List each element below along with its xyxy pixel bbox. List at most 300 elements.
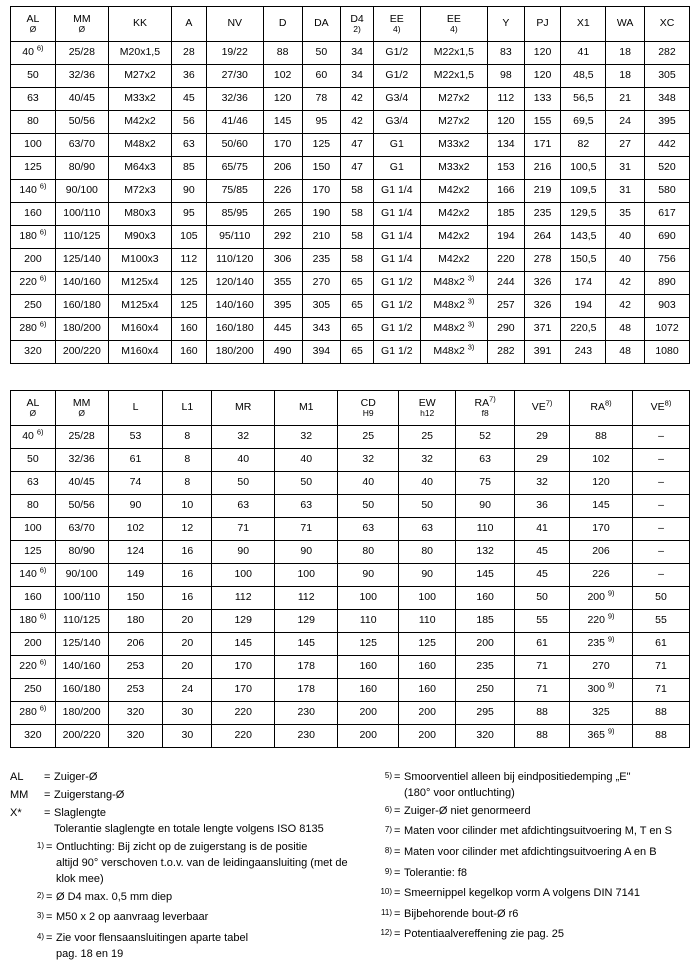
table-cell: 32 [515,472,570,495]
table-cell: 112 [488,88,525,111]
table-cell: 75 [456,472,515,495]
table-cell: 42 [606,272,645,295]
table-cell: 16 [163,541,212,564]
table-cell: 61 [515,633,570,656]
table-cell: 71 [275,518,338,541]
table-cell: 125/140 [55,249,108,272]
table-cell: – [633,426,690,449]
table-cell: 155 [524,111,561,134]
table-cell: M22x1,5 [420,42,487,65]
table-cell: 110/125 [55,610,108,633]
table-cell: 112 [212,587,275,610]
table-cell: 75/85 [206,180,263,203]
table-cell: 174 [561,272,606,295]
table-cell: 145 [275,633,338,656]
table-cell: 30 [163,725,212,748]
table-cell: G1 1/4 [373,226,420,249]
table-cell: – [633,564,690,587]
table-cell: 490 [263,341,302,364]
table-cell: 244 [488,272,525,295]
column-header [644,7,689,42]
table-cell: 58 [341,249,374,272]
table-cell: 102 [569,449,632,472]
table-cell: 50 [633,587,690,610]
table-cell: 125 [399,633,456,656]
cylinder-dimensions-table-1 [10,6,690,364]
table-cell: 58 [341,180,374,203]
table-cell: 63 [399,518,456,541]
table-cell: 120 [569,472,632,495]
table-cell: 1080 [644,341,689,364]
table-cell: M72x3 [108,180,171,203]
column-header [108,7,171,42]
footnote-key: 11) [381,907,392,917]
table-cell: 150 [108,587,163,610]
table-2-body [11,426,690,748]
table-cell: 100 [399,587,456,610]
table-cell: 40 [212,449,275,472]
column-header [341,7,374,42]
table-cell: 253 [108,656,163,679]
column-header [172,7,207,42]
table-row [11,679,690,702]
column-header-label: RA$^{8)}$ [590,398,612,414]
table-cell: 47 [341,134,374,157]
footnote-main-text: Zuiger-Ø [54,771,98,783]
table-cell: 219 [524,180,561,203]
table-cell: 320 [456,725,515,748]
table-cell: 280 $^{6)}$ [11,318,56,341]
table-cell: 125 [302,134,341,157]
table-cell: 82 [561,134,606,157]
table-cell: G1 1/2 [373,295,420,318]
table-cell: 40/45 [55,88,108,111]
table-row [11,702,690,725]
table-cell: 100 [11,134,56,157]
table-cell: G1 [373,157,420,180]
table-cell: M20x1,5 [108,42,171,65]
table-cell: 395 [644,111,689,134]
column-header [108,391,163,426]
table-cell: 50 [302,42,341,65]
table-cell: 80 [11,111,56,134]
footnote-item [10,890,350,909]
table-row [11,226,690,249]
table-cell: 200 [399,702,456,725]
table-row [11,610,690,633]
table-cell: 890 [644,272,689,295]
table-row [11,134,690,157]
table-cell: G1 1/2 [373,341,420,364]
table-cell: 112 [172,249,207,272]
table-cell: 56 [172,111,207,134]
table-cell: 371 [524,318,561,341]
table-cell: 12 [163,518,212,541]
table-cell: 16 [163,564,212,587]
table-cell: 18 [606,65,645,88]
table-row [11,564,690,587]
table-cell: 56,5 [561,88,606,111]
footnote-item [358,927,690,946]
table-cell: 32/36 [55,449,108,472]
footnote-item [358,770,690,802]
table-cell: – [633,449,690,472]
table-cell: 34 [341,65,374,88]
table-cell: 32 [338,449,399,472]
table-cell: 45 [172,88,207,111]
table-cell: 120 [488,111,525,134]
footnote-main-text: Zie voor flensaansluitingen aparte tabel [56,931,249,944]
table-cell: 442 [644,134,689,157]
table-cell: 28 [172,42,207,65]
footnote-key: X* [10,806,22,819]
table-cell: 280 $^{6)}$ [11,702,56,725]
table-row [11,295,690,318]
footnote-item [358,845,690,864]
table-cell: 153 [488,157,525,180]
table-cell: M27x2 [420,88,487,111]
table-cell: 63 [11,88,56,111]
footnote-key: 10) [380,887,392,897]
table-cell: 69,5 [561,111,606,134]
table-cell: 110/120 [206,249,263,272]
table-cell: 71 [515,679,570,702]
column-header [55,7,108,42]
table-cell: 102 [108,518,163,541]
table-cell: 100 [338,587,399,610]
table-cell: 149 [108,564,163,587]
footnote-main-text: M50 x 2 op aanvraag leverbaar [56,911,209,924]
table-cell: 200 [399,725,456,748]
column-header-sublabel: 4) [393,23,401,34]
table-cell: 105 [172,226,207,249]
table-cell: G1/2 [373,65,420,88]
table-cell: 42 [606,295,645,318]
table-cell: 210 [302,226,341,249]
table-cell: 125/140 [55,633,108,656]
column-header [163,391,212,426]
table-cell: 129 [212,610,275,633]
footnotes-left-column [10,770,350,965]
column-header-label: VE$^{8)}$ [650,398,672,414]
table-cell: – [633,495,690,518]
table-cell: 90 [338,564,399,587]
table-cell: 40 [606,249,645,272]
footnote-key: 1) [36,840,44,850]
column-header-sublabel: 2) [353,23,361,34]
footnote-text: = Smoorventiel alleen bij eindpositiedemping „E" (180° voor ontluchting) [394,770,690,802]
table-cell: 110 [456,518,515,541]
cylinder-dimensions-table-2 [10,390,690,748]
table-cell: 235 [456,656,515,679]
table-cell: 140/160 [55,272,108,295]
footnote-extra-text: (180° voor ontluchting) [404,786,515,799]
table-cell: 63 [456,449,515,472]
column-header-sublabel: Ø [78,407,85,418]
column-header [488,7,525,42]
table-1-body [11,42,690,364]
table-cell: G3/4 [373,111,420,134]
table-cell: 50/56 [55,111,108,134]
table-cell: 125 [172,272,207,295]
table-row [11,541,690,564]
footnote-main-text: Slaglengte [54,806,106,819]
column-header-label: AL [26,396,40,409]
table-cell: 194 [561,295,606,318]
table-cell: 320 [108,702,163,725]
table-cell: 395 [263,295,302,318]
table-cell: 53 [108,426,163,449]
table-cell: 21 [606,88,645,111]
table-cell: 394 [302,341,341,364]
table-cell: 110 [338,610,399,633]
column-header [206,7,263,42]
table-cell: 170 [212,656,275,679]
table-cell: M42x2 [420,180,487,203]
table-cell: 125 [338,633,399,656]
table-row [11,518,690,541]
column-header [524,7,561,42]
table-cell: M160x4 [108,318,171,341]
footnote-text: = Potentiaalvereffening zie pag. 25 [394,928,565,941]
table-cell: 445 [263,318,302,341]
table-cell: 8 [163,472,212,495]
column-header [420,7,487,42]
table-cell: 125 [172,295,207,318]
column-header [55,391,108,426]
table-cell: 63/70 [55,518,108,541]
table-cell: M48x2 [108,134,171,157]
column-header [263,7,302,42]
table-row [11,633,690,656]
table-cell: 355 [263,272,302,295]
table-cell: G1/2 [373,42,420,65]
table-cell: 48,5 [561,65,606,88]
table-cell: 133 [524,88,561,111]
table-cell: 230 [275,702,338,725]
table-cell: 690 [644,226,689,249]
table-cell: 178 [275,656,338,679]
table-cell: 41/46 [206,111,263,134]
table-cell: 40 [399,472,456,495]
table-cell: 71 [633,679,690,702]
table-cell: 88 [515,702,570,725]
table-row [11,341,690,364]
table-cell: 65 [341,295,374,318]
table-row [11,587,690,610]
table-header-row [11,391,690,426]
table-cell: 160/180 [55,679,108,702]
table-cell: 270 [569,656,632,679]
column-header [606,7,645,42]
table-row [11,495,690,518]
table-cell: 34 [341,42,374,65]
table-cell: G1 1/2 [373,318,420,341]
table-cell: 140 $^{6)}$ [11,180,56,203]
column-header [569,391,632,426]
column-header-label: NV [227,17,243,30]
footnote-key: 8) [384,846,392,856]
column-header-label: PJ [536,17,549,30]
table-cell: 32/36 [206,88,263,111]
column-header-label: AL [26,12,40,25]
table-cell: 170 [263,134,302,157]
table-cell: M64x3 [108,157,171,180]
table-cell: 61 [108,449,163,472]
column-header-label: MM [72,396,91,409]
table-cell: 200/220 [55,725,108,748]
table-cell: 178 [275,679,338,702]
table-cell: 124 [108,541,163,564]
table-cell: M48x2 $^{3)}$ [420,295,487,318]
table-cell: 160 [338,656,399,679]
table-cell: 42 [341,88,374,111]
table-cell: 220 [212,725,275,748]
table-cell: 145 [456,564,515,587]
table-row [11,272,690,295]
table-cell: 150 [302,157,341,180]
footnote-item [358,907,690,926]
footnote-main-text: Zuiger-Ø niet genormeerd [404,804,531,817]
table-cell: 90/100 [55,564,108,587]
table-cell: 306 [263,249,302,272]
table-cell: – [633,472,690,495]
column-header [399,391,456,426]
table-cell: 8 [163,449,212,472]
table-cell: 71 [633,656,690,679]
column-header-label: L1 [181,401,194,414]
table-cell: 160/180 [206,318,263,341]
footnote-text: = Zie voor flensaansluitingen aparte tabel pag. 18 en 19 [46,931,350,963]
table-cell: 140/160 [55,656,108,679]
table-cell: 129 [275,610,338,633]
table-cell: 58 [341,203,374,226]
column-header-label: EE [446,12,461,25]
table-cell: 250 [11,295,56,318]
footnote-main-text: Ontluchting: Bij zicht op de zuigerstang is de positie [56,840,308,853]
table-cell: 29 [515,426,570,449]
table-cell: 903 [644,295,689,318]
table-cell: 305 [644,65,689,88]
table-cell: M42x2 [420,226,487,249]
table-cell: 83 [488,42,525,65]
table-2-header [11,391,690,426]
column-header-label: X1 [576,17,590,30]
table-cell: 50 [11,449,56,472]
table-cell: 25 [338,426,399,449]
table-cell: 180 [108,610,163,633]
table-cell: 24 [163,679,212,702]
footnote-item [10,910,350,929]
table-cell: 253 [108,679,163,702]
table-cell: 40 [338,472,399,495]
table-cell: 160 [456,587,515,610]
column-header-label: DA [314,17,329,30]
table-cell: M125x4 [108,272,171,295]
table-cell: 20 [163,610,212,633]
column-header-label: EW [418,396,436,409]
footnote-main-text: Zuigerstang-Ø [54,788,125,801]
table-cell: 325 [569,702,632,725]
table-cell: 320 [108,725,163,748]
column-header [275,391,338,426]
table-cell: 270 [302,272,341,295]
table-cell: 282 [644,42,689,65]
table-cell: 125 [11,157,56,180]
table-row [11,180,690,203]
footnote-key: 5) [384,771,392,780]
table-cell: 250 [456,679,515,702]
table-cell: M48x2 $^{3)}$ [420,318,487,341]
footnote-main-text: Potentiaalvereffening zie pag. 25 [404,928,565,941]
table-cell: 166 [488,180,525,203]
table-cell: 63 [212,495,275,518]
table-cell: 50 [212,472,275,495]
table-cell: 145 [569,495,632,518]
column-header [302,7,341,42]
column-header-sublabel: h12 [420,407,435,418]
footnote-key: AL [10,771,24,783]
table-cell: 120 [524,42,561,65]
table-cell: 25 [399,426,456,449]
table-cell: M27x2 [420,111,487,134]
table-cell: 206 [108,633,163,656]
column-header-sublabel: 4) [450,23,458,34]
column-header-label: A [185,17,193,30]
table-cell: 61 [633,633,690,656]
table-cell: 160 [11,203,56,226]
column-header-label: MM [73,12,91,25]
footnote-text: = Zuigerstang-Ø [44,788,125,801]
table-cell: 292 [263,226,302,249]
table-cell: G1 1/4 [373,203,420,226]
table-cell: 100 [11,518,56,541]
footnote-key: 4) [36,931,44,941]
table-cell: 326 [524,295,561,318]
table-cell: 31 [606,157,645,180]
table-cell: 32 [275,426,338,449]
table-cell: 185 [456,610,515,633]
table-cell: M125x4 [108,295,171,318]
table-row [11,725,690,748]
table-cell: 290 [488,318,525,341]
table-cell: 100/110 [55,203,108,226]
footnote-text: = Zuiger-Ø [44,771,98,783]
table-cell: 1072 [644,318,689,341]
table-cell: 320 [11,725,56,748]
table-cell: M48x2 $^{3)}$ [420,272,487,295]
table-cell: 320 [11,341,56,364]
footnote-key: 3) [36,911,44,921]
table-cell: 391 [524,341,561,364]
table-cell: 220 [488,249,525,272]
table-cell: 250 [11,679,56,702]
table-row [11,157,690,180]
table-cell: 160 [172,341,207,364]
table-row [11,88,690,111]
table-cell: 71 [212,518,275,541]
column-header-label: RA$^{7)}$ [474,394,496,409]
column-header-sublabel: Ø [29,407,37,418]
table-cell: 50 [275,472,338,495]
footnote-main-text: Ø D4 max. 0,5 mm diep [56,890,173,903]
footnote-text: = Maten voor cilinder met afdichtingsuitvoering A en B [394,846,657,859]
footnotes-right-column [350,770,690,965]
column-header-label: M1 [298,401,314,414]
footnote-key: 2) [36,890,44,900]
footnote-text: = Bijbehorende bout-Ø r6 [394,907,519,920]
column-header-sublabel: f8 [481,407,489,418]
